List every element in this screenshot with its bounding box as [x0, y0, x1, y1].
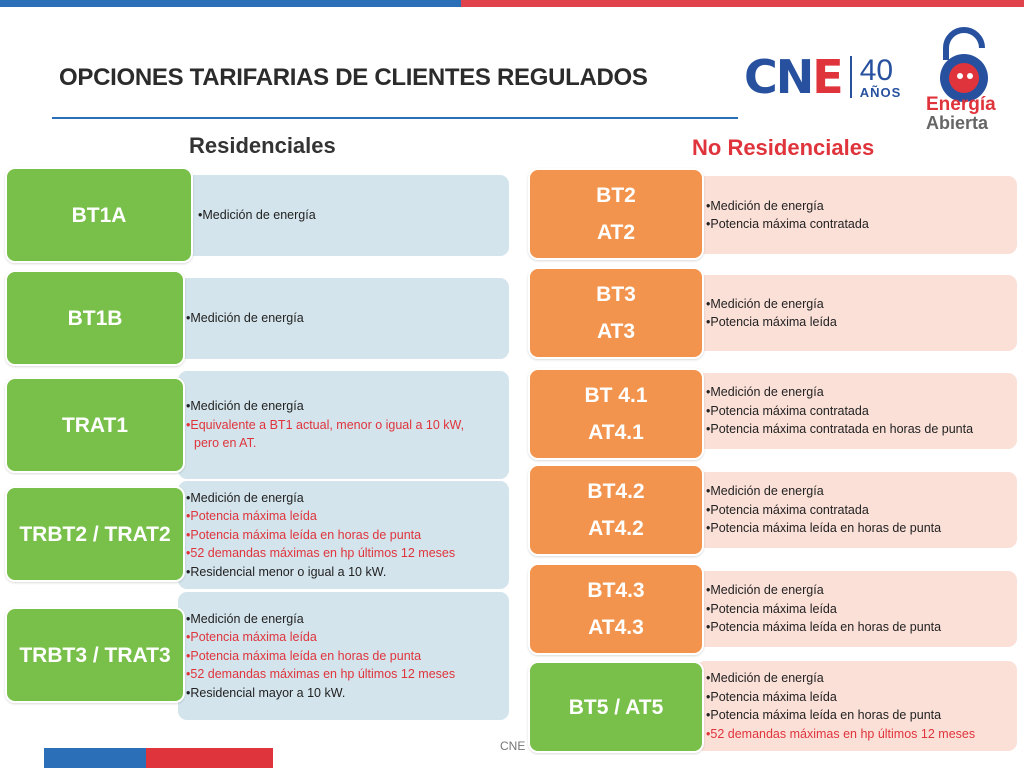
cne-logo-letters: CNE — [744, 50, 842, 104]
top-accent-bar — [0, 0, 1024, 7]
trat1-description — [178, 371, 509, 479]
list-item: pero en AT. — [194, 436, 257, 451]
list-item: •Medición de energía — [186, 311, 304, 326]
bt41-at41-tag: BT 4.1 AT4.1 — [528, 368, 704, 460]
cne-logo-anniversary: 40 AÑOS — [859, 53, 902, 100]
list-item: •52 demandas máximas en hp últimos 12 meses — [706, 726, 976, 741]
cne-logo — [744, 52, 901, 102]
title-divider — [52, 117, 738, 119]
list-item: •Potencia máxima contratada — [706, 502, 869, 517]
list-item: •Potencia máxima leída — [186, 630, 317, 645]
bt41-description — [696, 373, 1017, 449]
list-item: •Equivalente a BT1 actual, menor o igual a 10 kW, — [186, 417, 465, 432]
bt5-description — [696, 661, 1017, 751]
bt1b-description — [178, 278, 509, 359]
bt1a-description — [182, 175, 509, 256]
energia-logo-text: Energía — [926, 94, 996, 115]
list-item: •Medición de energía — [198, 208, 316, 223]
trbt3-description — [178, 592, 509, 720]
bt1a-tag: BT1A — [5, 167, 193, 263]
top-bar-red — [461, 0, 1024, 7]
abierta-logo-text: Abierta — [926, 113, 989, 133]
list-item: •Potencia máxima leída en horas de punta — [186, 648, 422, 663]
list-item: •Potencia máxima contratada — [706, 403, 869, 418]
list-item: •Medición de energía — [186, 611, 304, 626]
bt1b-tag: BT1B — [5, 270, 185, 366]
bt43-description — [696, 571, 1017, 647]
footer-text: CNE — [500, 739, 526, 753]
list-item: •52 demandas máximas en hp últimos 12 meses — [186, 546, 456, 561]
list-item: •Medición de energía — [706, 671, 824, 685]
list-item: •Medición de energía — [706, 198, 824, 213]
trat1-tag: TRAT1 — [5, 377, 185, 473]
list-item: •Potencia máxima contratada en horas de punta — [706, 422, 974, 437]
list-item: •Potencia máxima leída en horas de punta — [186, 527, 422, 542]
no-residenciales-heading: No Residenciales — [692, 135, 875, 160]
list-item: •Medición de energía — [706, 484, 824, 499]
trbt3-trat3-tag: TRBT3 / TRAT3 — [5, 607, 185, 703]
list-item: •Potencia máxima contratada — [706, 217, 869, 231]
trbt2-trat2-tag: TRBT2 / TRAT2 — [5, 486, 185, 582]
list-item: •Medición de energía — [706, 583, 824, 598]
list-item: •Residencial menor o igual a 10 kW. — [186, 564, 387, 579]
bt42-description — [696, 472, 1017, 548]
list-item: •Residencial mayor a 10 kW. — [186, 685, 346, 700]
trbt2-description — [178, 481, 509, 589]
list-item: •Medición de energía — [186, 490, 304, 505]
list-item: •52 demandas máximas en hp últimos 12 meses — [186, 667, 456, 682]
list-item: •Potencia máxima leída en horas de punta — [706, 521, 942, 536]
footer-bar-blue — [44, 748, 146, 768]
list-item: •Potencia máxima leída — [186, 509, 317, 524]
list-item: •Potencia máxima leída en horas de punta — [706, 620, 942, 635]
top-bar-blue — [0, 0, 461, 7]
bt2-at2-tag: BT2 AT2 — [528, 168, 704, 260]
bt43-at43-tag: BT4.3 AT4.3 — [528, 563, 704, 655]
list-item: •Medición de energía — [186, 399, 304, 414]
cne-logo-separator — [850, 56, 852, 98]
list-item: •Medición de energía — [706, 296, 824, 311]
bt2-description — [696, 176, 1017, 254]
bt42-at42-tag: BT4.2 AT4.2 — [528, 464, 704, 556]
bt3-at3-tag: BT3 AT3 — [528, 267, 704, 359]
list-item: •Potencia máxima leída — [706, 689, 837, 704]
list-item: •Potencia máxima leída en horas de punta — [706, 708, 942, 722]
page-title: OPCIONES TARIFARIAS DE CLIENTES REGULADOS — [59, 64, 648, 91]
list-item: •Potencia máxima leída — [706, 601, 837, 616]
bt3-description — [696, 275, 1017, 351]
bt5-at5-tag: BT5 / AT5 — [528, 661, 704, 753]
footer-bar-red — [146, 748, 273, 768]
list-item: •Potencia máxima leída — [706, 315, 837, 329]
list-item: •Medición de energía — [706, 385, 824, 400]
residenciales-heading: Residenciales — [189, 133, 336, 158]
